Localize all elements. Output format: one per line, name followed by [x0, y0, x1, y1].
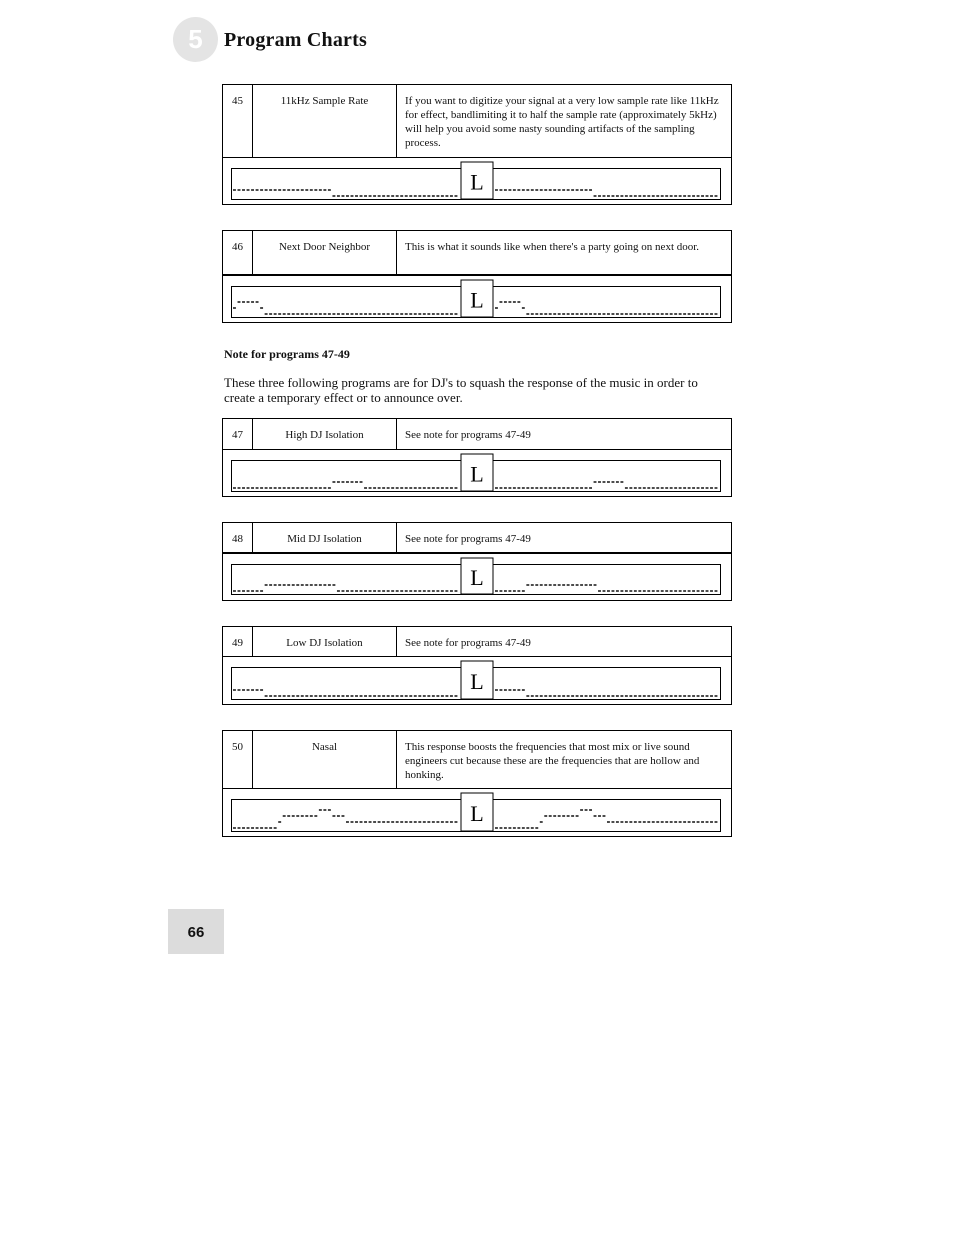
program-description: This is what it sounds like when there's a party going on next door.: [405, 241, 700, 253]
program-45: [222, 84, 732, 205]
program-number: 48: [223, 523, 253, 552]
chapter-number-badge: 5: [173, 17, 218, 62]
note-body: These three following programs are for DJ's to squash the response of the music in order to create a temporary effect or to announce over.: [224, 375, 698, 405]
program-description: If you want to digitize your signal at a very low sample rate like 11kHz for effect, bandlimiting it to half the sample rate (approximately 5kHz) will help you avoid some nasty sounding artifacts of the sampling process.: [405, 95, 719, 149]
program-name: Nasal: [253, 731, 397, 788]
program-47: [222, 418, 732, 497]
program-name: Next Door Neighbor: [253, 231, 397, 274]
response-curve: [223, 276, 731, 323]
response-curve: [223, 554, 731, 600]
program-50: [222, 730, 732, 837]
response-graph: [223, 789, 731, 837]
response-curve: [223, 158, 731, 205]
channel-label: L: [470, 169, 484, 195]
program-number: 46: [223, 231, 253, 274]
response-graph: [223, 450, 731, 497]
program-number: 49: [223, 627, 253, 656]
program-46: [222, 230, 732, 323]
channel-label: L: [470, 461, 484, 487]
note-title: Note for programs 47-49: [224, 347, 350, 361]
response-graph: [223, 276, 731, 323]
response-graph: [223, 657, 731, 705]
program-description: This response boosts the frequencies that most mix or live sound engineers cut because these are the frequencies that are hollow and honking.: [405, 741, 700, 781]
program-description: See note for programs 47-49: [405, 637, 531, 649]
program-name: Low DJ Isolation: [253, 627, 397, 656]
program-description: See note for programs 47-49: [405, 533, 531, 545]
channel-label: L: [470, 565, 484, 590]
response-curve: [223, 657, 731, 705]
program-name: 11kHz Sample Rate: [253, 85, 397, 157]
program-number: 45: [223, 85, 253, 157]
response-graph: [223, 554, 731, 600]
program-name: Mid DJ Isolation: [253, 523, 397, 552]
response-curve: [223, 450, 731, 497]
program-name: High DJ Isolation: [253, 419, 397, 449]
program-49: [222, 626, 732, 705]
channel-label: L: [470, 801, 484, 826]
channel-label: L: [470, 669, 484, 694]
program-number: 50: [223, 731, 253, 788]
channel-label: L: [470, 287, 484, 313]
page-title: Program Charts: [224, 29, 367, 51]
program-number: 47: [223, 419, 253, 449]
page-number: 66: [168, 909, 224, 954]
program-48: [222, 522, 732, 601]
response-curve: [223, 789, 731, 837]
program-description: See note for programs 47-49: [405, 429, 531, 441]
response-graph: [223, 158, 731, 205]
